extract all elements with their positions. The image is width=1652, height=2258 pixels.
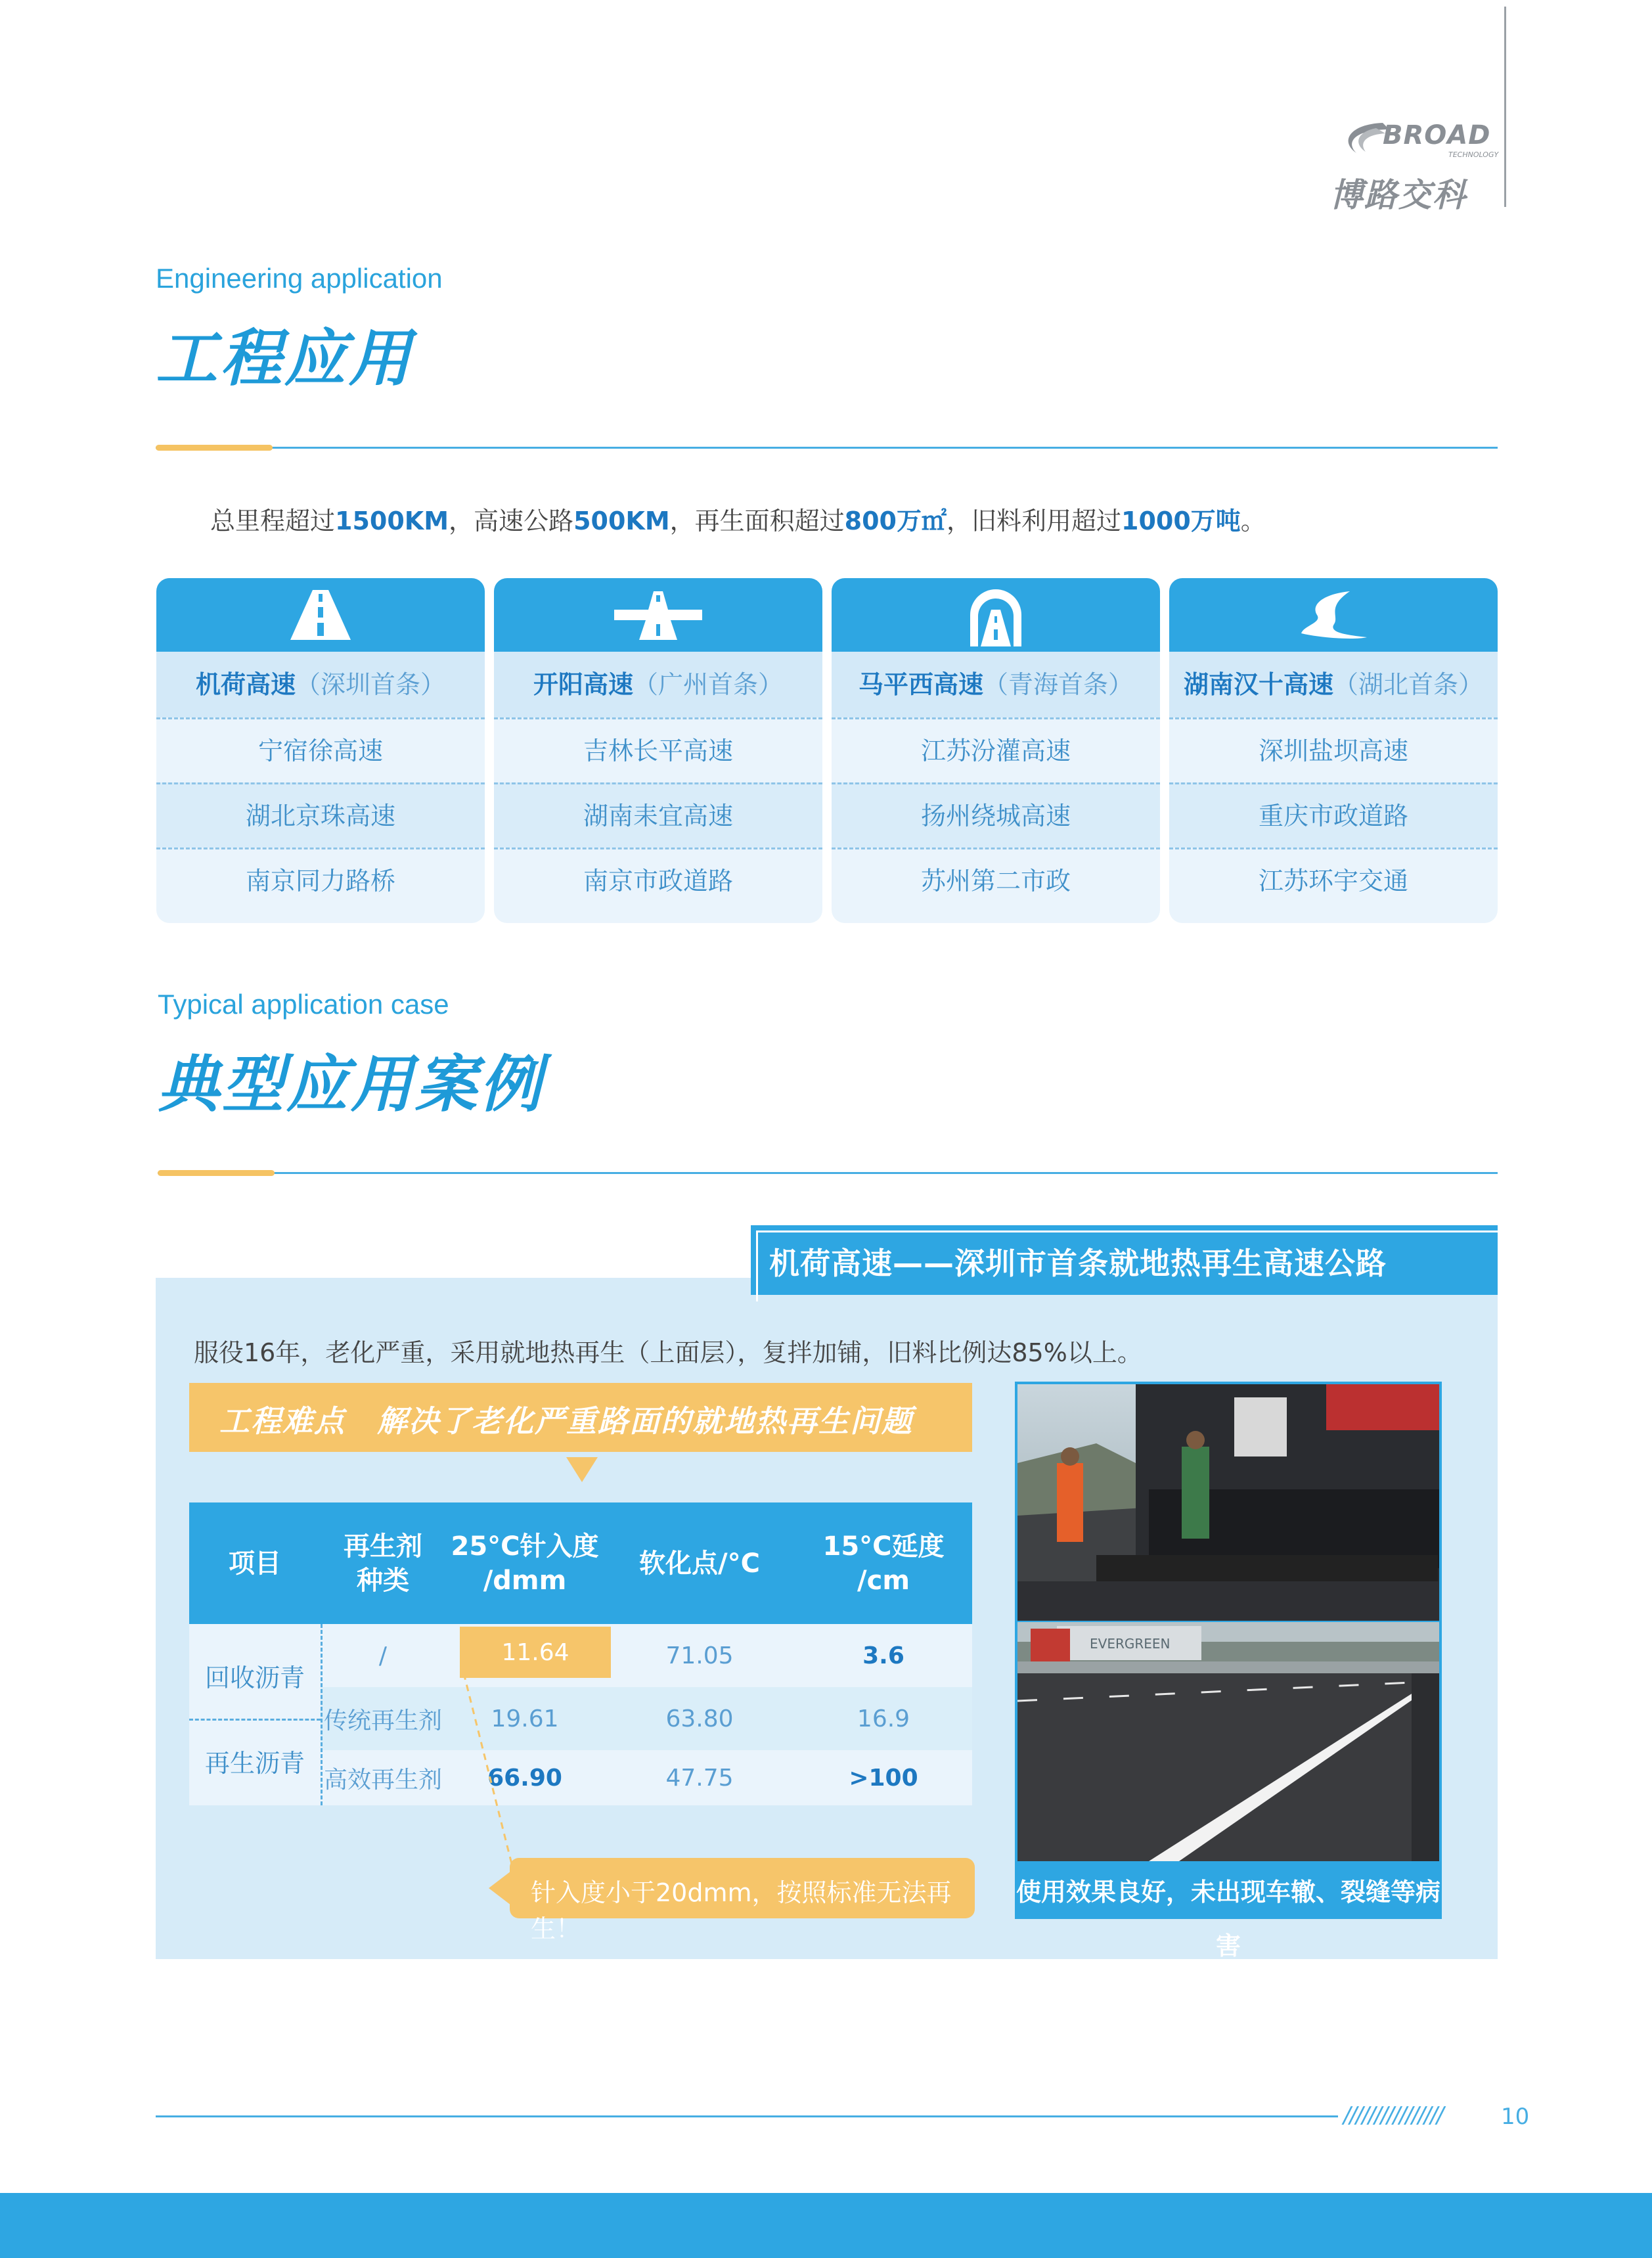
card-row: 宁宿徐高速 (156, 717, 485, 782)
cell-ductility: 16.9 (857, 1705, 910, 1732)
footer-bar (0, 2193, 1652, 2258)
table-header (189, 1502, 972, 1624)
broad-logo (1330, 115, 1499, 214)
cell-agent: 传统再生剂 (323, 1707, 442, 1734)
section1-cn-title: 工程应用 (156, 323, 414, 395)
section2-en-title: Typical application case (158, 989, 449, 1020)
th-ductility: 15°C延度 /cm (822, 1531, 945, 1596)
difficulty-box (189, 1383, 972, 1452)
note-text: 针入度小于20dmm，按照标准无法再生！ (531, 1878, 952, 1943)
card-row: 吉林长平高速 (494, 717, 822, 782)
tunnel-icon (966, 587, 1025, 648)
table-row (189, 1750, 972, 1805)
airport-runway-icon (609, 587, 707, 643)
callout-connector (460, 1672, 539, 1869)
card-head: 湖南汉十高速（湖北首条） (1169, 652, 1498, 717)
photo-paving (1017, 1384, 1439, 1621)
group-regenerated: 再生沥青 (204, 1748, 305, 1778)
section1-en-title: Engineering application (156, 263, 443, 294)
truck-text: EVERGREEN (1090, 1636, 1171, 1652)
cell-agent: / (378, 1642, 388, 1669)
project-card-1 (156, 578, 485, 923)
cell-penetration: 66.90 (487, 1764, 562, 1792)
case-photos (1015, 1382, 1442, 1960)
card-row: 南京市政道路 (494, 847, 822, 913)
page-number: 10 (1501, 2104, 1530, 2130)
section2-cn-title: 典型应用案例 (158, 1049, 545, 1121)
cell-penetration: 19.61 (491, 1705, 559, 1732)
section2-rule (158, 1172, 1498, 1174)
cell-penetration-highlight: 11.64 (460, 1627, 611, 1678)
case-banner-title: 机荷高速——深圳市首条就地热再生高速公路 (769, 1246, 1387, 1281)
footer-line (156, 2115, 1338, 2117)
card-row: 湖北京珠高速 (156, 782, 485, 847)
table-row (189, 1624, 972, 1687)
card-row: 深圳盐坝高速 (1169, 717, 1498, 782)
group-recovered: 回收沥青 (204, 1663, 305, 1692)
summary-text: 总里程超过1500KM，高速公路500KM，再生面积超过800万㎡，旧料利用超过1000万吨。 (210, 507, 1266, 535)
logo-text-tech: TECHNOLOGY (1448, 150, 1499, 159)
note-arrow-icon (489, 1871, 511, 1905)
section1-rule (156, 447, 1498, 449)
card-row: 江苏汾灌高速 (832, 717, 1160, 782)
section1-accent (156, 445, 273, 451)
th-penetration: 25°C针入度 /dmm (451, 1531, 599, 1596)
card-row: 南京同力路桥 (156, 847, 485, 913)
card-head: 马平西高速（青海首条） (832, 652, 1160, 717)
card-row: 江苏环宇交通 (1169, 847, 1498, 913)
header-divider (1504, 7, 1506, 207)
cell-softening: 63.80 (665, 1705, 734, 1732)
project-card-3 (832, 578, 1160, 923)
card-row: 扬州绕城高速 (832, 782, 1160, 847)
cell-ductility: >100 (849, 1764, 918, 1792)
project-card-2 (494, 578, 822, 923)
table-row (189, 1687, 972, 1750)
note-callout (510, 1858, 975, 1943)
cell-softening: 71.05 (665, 1642, 734, 1669)
logo-text-en: BROAD (1383, 120, 1491, 150)
photo-caption: 使用效果良好，未出现车辙、裂缝等病害 (1016, 1878, 1440, 1960)
card-row: 苏州第二市政 (832, 847, 1160, 913)
section2-accent (158, 1170, 275, 1176)
card-head: 开阳高速（广州首条） (494, 652, 822, 717)
difficulty-text: 工程难点 解决了老化严重路面的就地热再生问题 (219, 1403, 913, 1439)
case-banner (751, 1225, 1498, 1295)
pointer-down-icon (566, 1457, 598, 1482)
case-description: 服役16年，老化严重，采用就地热再生（上面层），复拌加铺，旧料比例达85%以上。 (194, 1338, 1142, 1367)
footer-slashes: //////////////// (1343, 2102, 1443, 2129)
card-head: 机荷高速（深圳首条） (156, 652, 485, 717)
th-agent: 再生剂 种类 (344, 1531, 422, 1596)
th-item: 项目 (229, 1548, 281, 1579)
winding-road-icon (1297, 587, 1370, 643)
logo-text-cn: 博路交科 (1330, 176, 1467, 214)
road-icon (288, 587, 353, 643)
cell-softening: 47.75 (665, 1764, 734, 1792)
card-row: 湖南耒宜高速 (494, 782, 822, 847)
photo-finished-road (1017, 1622, 1439, 1861)
card-row: 重庆市政道路 (1169, 782, 1498, 847)
cell-agent: 高效再生剂 (323, 1766, 442, 1794)
project-card-4 (1169, 578, 1498, 923)
cell-ductility: 3.6 (862, 1642, 904, 1669)
th-softening: 软化点/°C (639, 1548, 760, 1579)
